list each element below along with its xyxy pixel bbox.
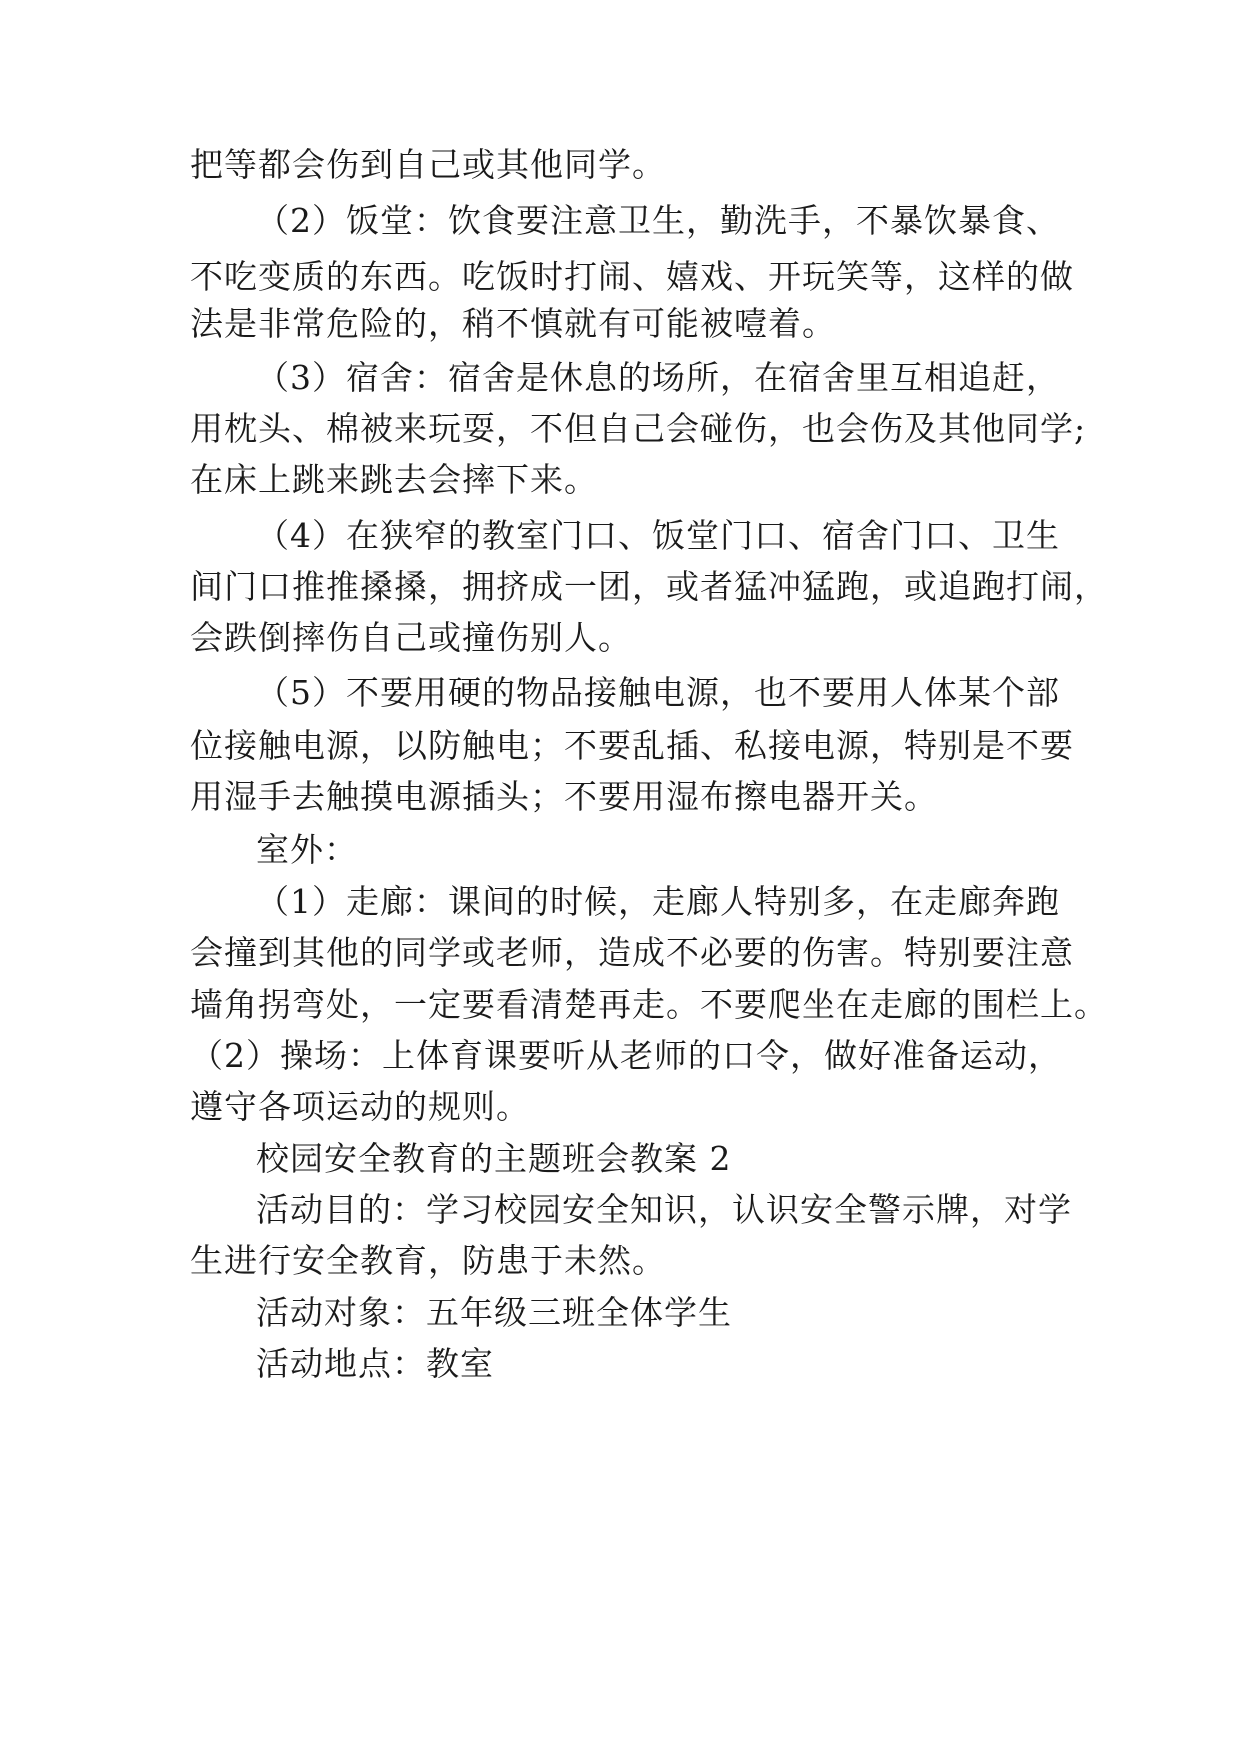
text-line: 生进行安全教育，防患于未然。 — [190, 1241, 666, 1280]
paragraph-electricity-line: （5）不要用硬的物品接触电源，也不要用人体某个部 — [256, 673, 1060, 712]
activity-purpose-line: 活动目的：学习校园安全知识，认识安全警示牌，对学 — [256, 1190, 1072, 1229]
text-line: 会跌倒摔伤自己或撞伤别人。 — [190, 618, 632, 657]
text-line: 会撞到其他的同学或老师，造成不必要的伤害。特别要注意 — [190, 933, 1074, 972]
lesson-plan-title: 校园安全教育的主题班会教案 2 — [256, 1139, 732, 1178]
paragraph-corridor-line: （1）走廊：课间的时候，走廊人特别多，在走廊奔跑 — [256, 882, 1060, 921]
paragraph-playground-line: （2）操场：上体育课要听从老师的口令，做好准备运动， — [190, 1036, 1062, 1075]
text-line: 遵守各项运动的规则。 — [190, 1087, 530, 1126]
text-line: 在床上跳来跳去会摔下来。 — [190, 460, 598, 499]
paragraph-canteen-line: （2）饭堂：饮食要注意卫生，勤洗手，不暴饮暴食、 — [256, 201, 1060, 240]
section-heading-outdoor: 室外： — [256, 830, 358, 869]
text-line: 间门口推推搡搡，拥挤成一团，或者猛冲猛跑，或追跑打闹， — [190, 567, 1108, 606]
text-line: 用枕头、棉被来玩耍，不但自己会碰伤，也会伤及其他同学; — [190, 409, 1087, 448]
text-line: 法是非常危险的，稍不慎就有可能被噎着。 — [190, 304, 836, 343]
text-line: 墙角拐弯处，一定要看清楚再走。不要爬坐在走廊的围栏上。 — [190, 985, 1108, 1024]
text-line: 位接触电源，以防触电；不要乱插、私接电源，特别是不要 — [190, 726, 1074, 765]
paragraph-dorm-line: （3）宿舍：宿舍是休息的场所，在宿舍里互相追赶， — [256, 358, 1060, 397]
activity-target-line: 活动对象：五年级三班全体学生 — [256, 1293, 732, 1332]
text-line: 把等都会伤到自己或其他同学。 — [190, 145, 666, 184]
text-line: 用湿手去触摸电源插头；不要用湿布擦电器开关。 — [190, 777, 938, 816]
activity-location-line: 活动地点：教室 — [256, 1344, 494, 1383]
paragraph-doorway-line: （4）在狭窄的教室门口、饭堂门口、宿舍门口、卫生 — [256, 516, 1060, 555]
text-line: 不吃变质的东西。吃饭时打闹、嬉戏、开玩笑等，这样的做 — [190, 257, 1074, 296]
